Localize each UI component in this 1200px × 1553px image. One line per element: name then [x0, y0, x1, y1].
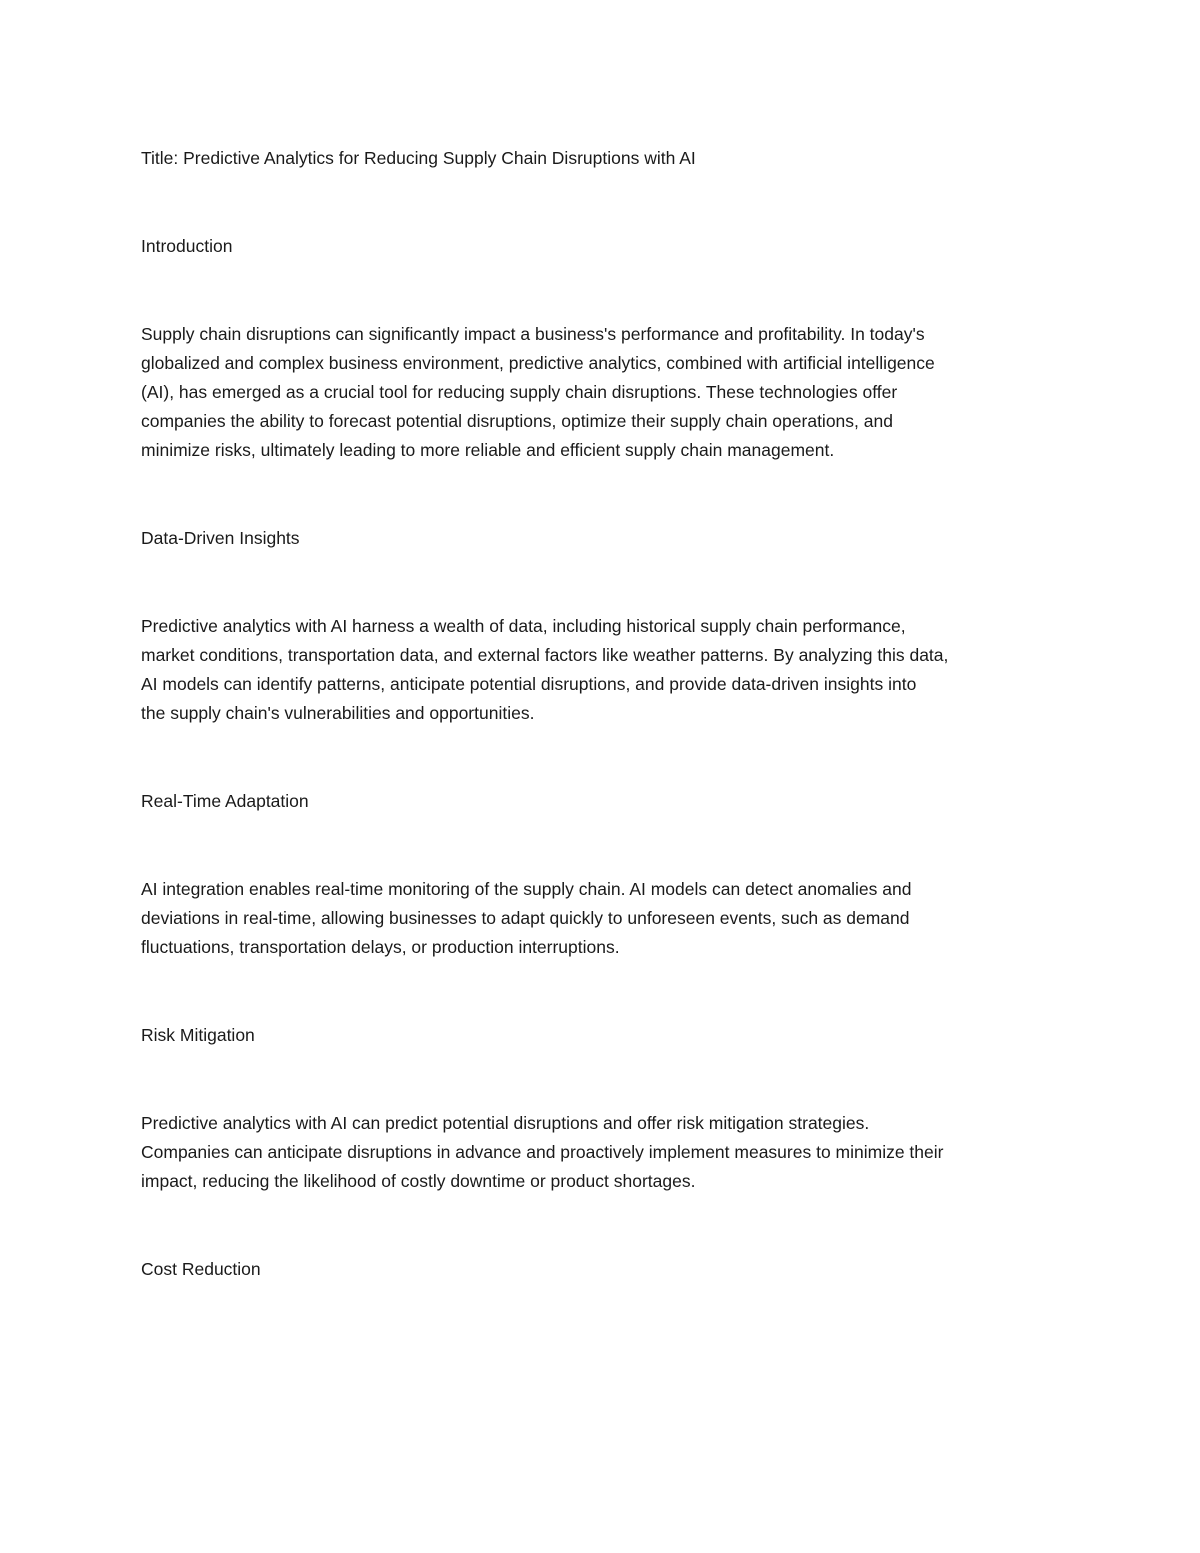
section-heading-introduction: Introduction — [141, 236, 233, 256]
section-heading-risk-mitigation: Risk Mitigation — [141, 1025, 255, 1045]
paragraph-line: AI integration enables real-time monitoring of the supply chain. AI models can detect anomalies and — [141, 879, 912, 899]
paragraph-line: fluctuations, transportation delays, or production interruptions. — [141, 937, 620, 957]
section-paragraph-data-driven-insights — [141, 612, 1071, 728]
section-heading-real-time-adaptation: Real-Time Adaptation — [141, 791, 309, 811]
paragraph-line: Companies can anticipate disruptions in advance and proactively implement measures to minimize their — [141, 1142, 944, 1162]
paragraph-line: minimize risks, ultimately leading to more reliable and efficient supply chain management. — [141, 440, 835, 460]
paragraph-line: Supply chain disruptions can significantly impact a business's performance and profitability. In today's — [141, 324, 925, 344]
paragraph-line: market conditions, transportation data, and external factors like weather patterns. By analyzing this data, — [141, 645, 949, 665]
paragraph-line: globalized and complex business environment, predictive analytics, combined with artificial intelligence — [141, 353, 935, 373]
document-body — [141, 144, 1071, 1343]
document-title: Title: Predictive Analytics for Reducing Supply Chain Disruptions with AI — [141, 148, 696, 168]
paragraph-line: Predictive analytics with AI can predict potential disruptions and offer risk mitigation strategies. — [141, 1113, 870, 1133]
paragraph-line: companies the ability to forecast potential disruptions, optimize their supply chain operations, and — [141, 411, 893, 431]
section-paragraph-real-time-adaptation — [141, 875, 1071, 962]
section-heading-cost-reduction: Cost Reduction — [141, 1259, 261, 1279]
paragraph-line: the supply chain's vulnerabilities and opportunities. — [141, 703, 535, 723]
paragraph-line: AI models can identify patterns, anticipate potential disruptions, and provide data-driven insights into — [141, 674, 917, 694]
paragraph-line: Predictive analytics with AI harness a wealth of data, including historical supply chain performance, — [141, 616, 906, 636]
section-paragraph-risk-mitigation — [141, 1109, 1071, 1196]
section-heading-data-driven-insights: Data-Driven Insights — [141, 528, 300, 548]
paragraph-line: impact, reducing the likelihood of costly downtime or product shortages. — [141, 1171, 696, 1191]
paragraph-line: deviations in real-time, allowing businesses to adapt quickly to unforeseen events, such as demand — [141, 908, 910, 928]
paragraph-line: (AI), has emerged as a crucial tool for reducing supply chain disruptions. These technologies offer — [141, 382, 898, 402]
section-paragraph-introduction — [141, 320, 1071, 465]
